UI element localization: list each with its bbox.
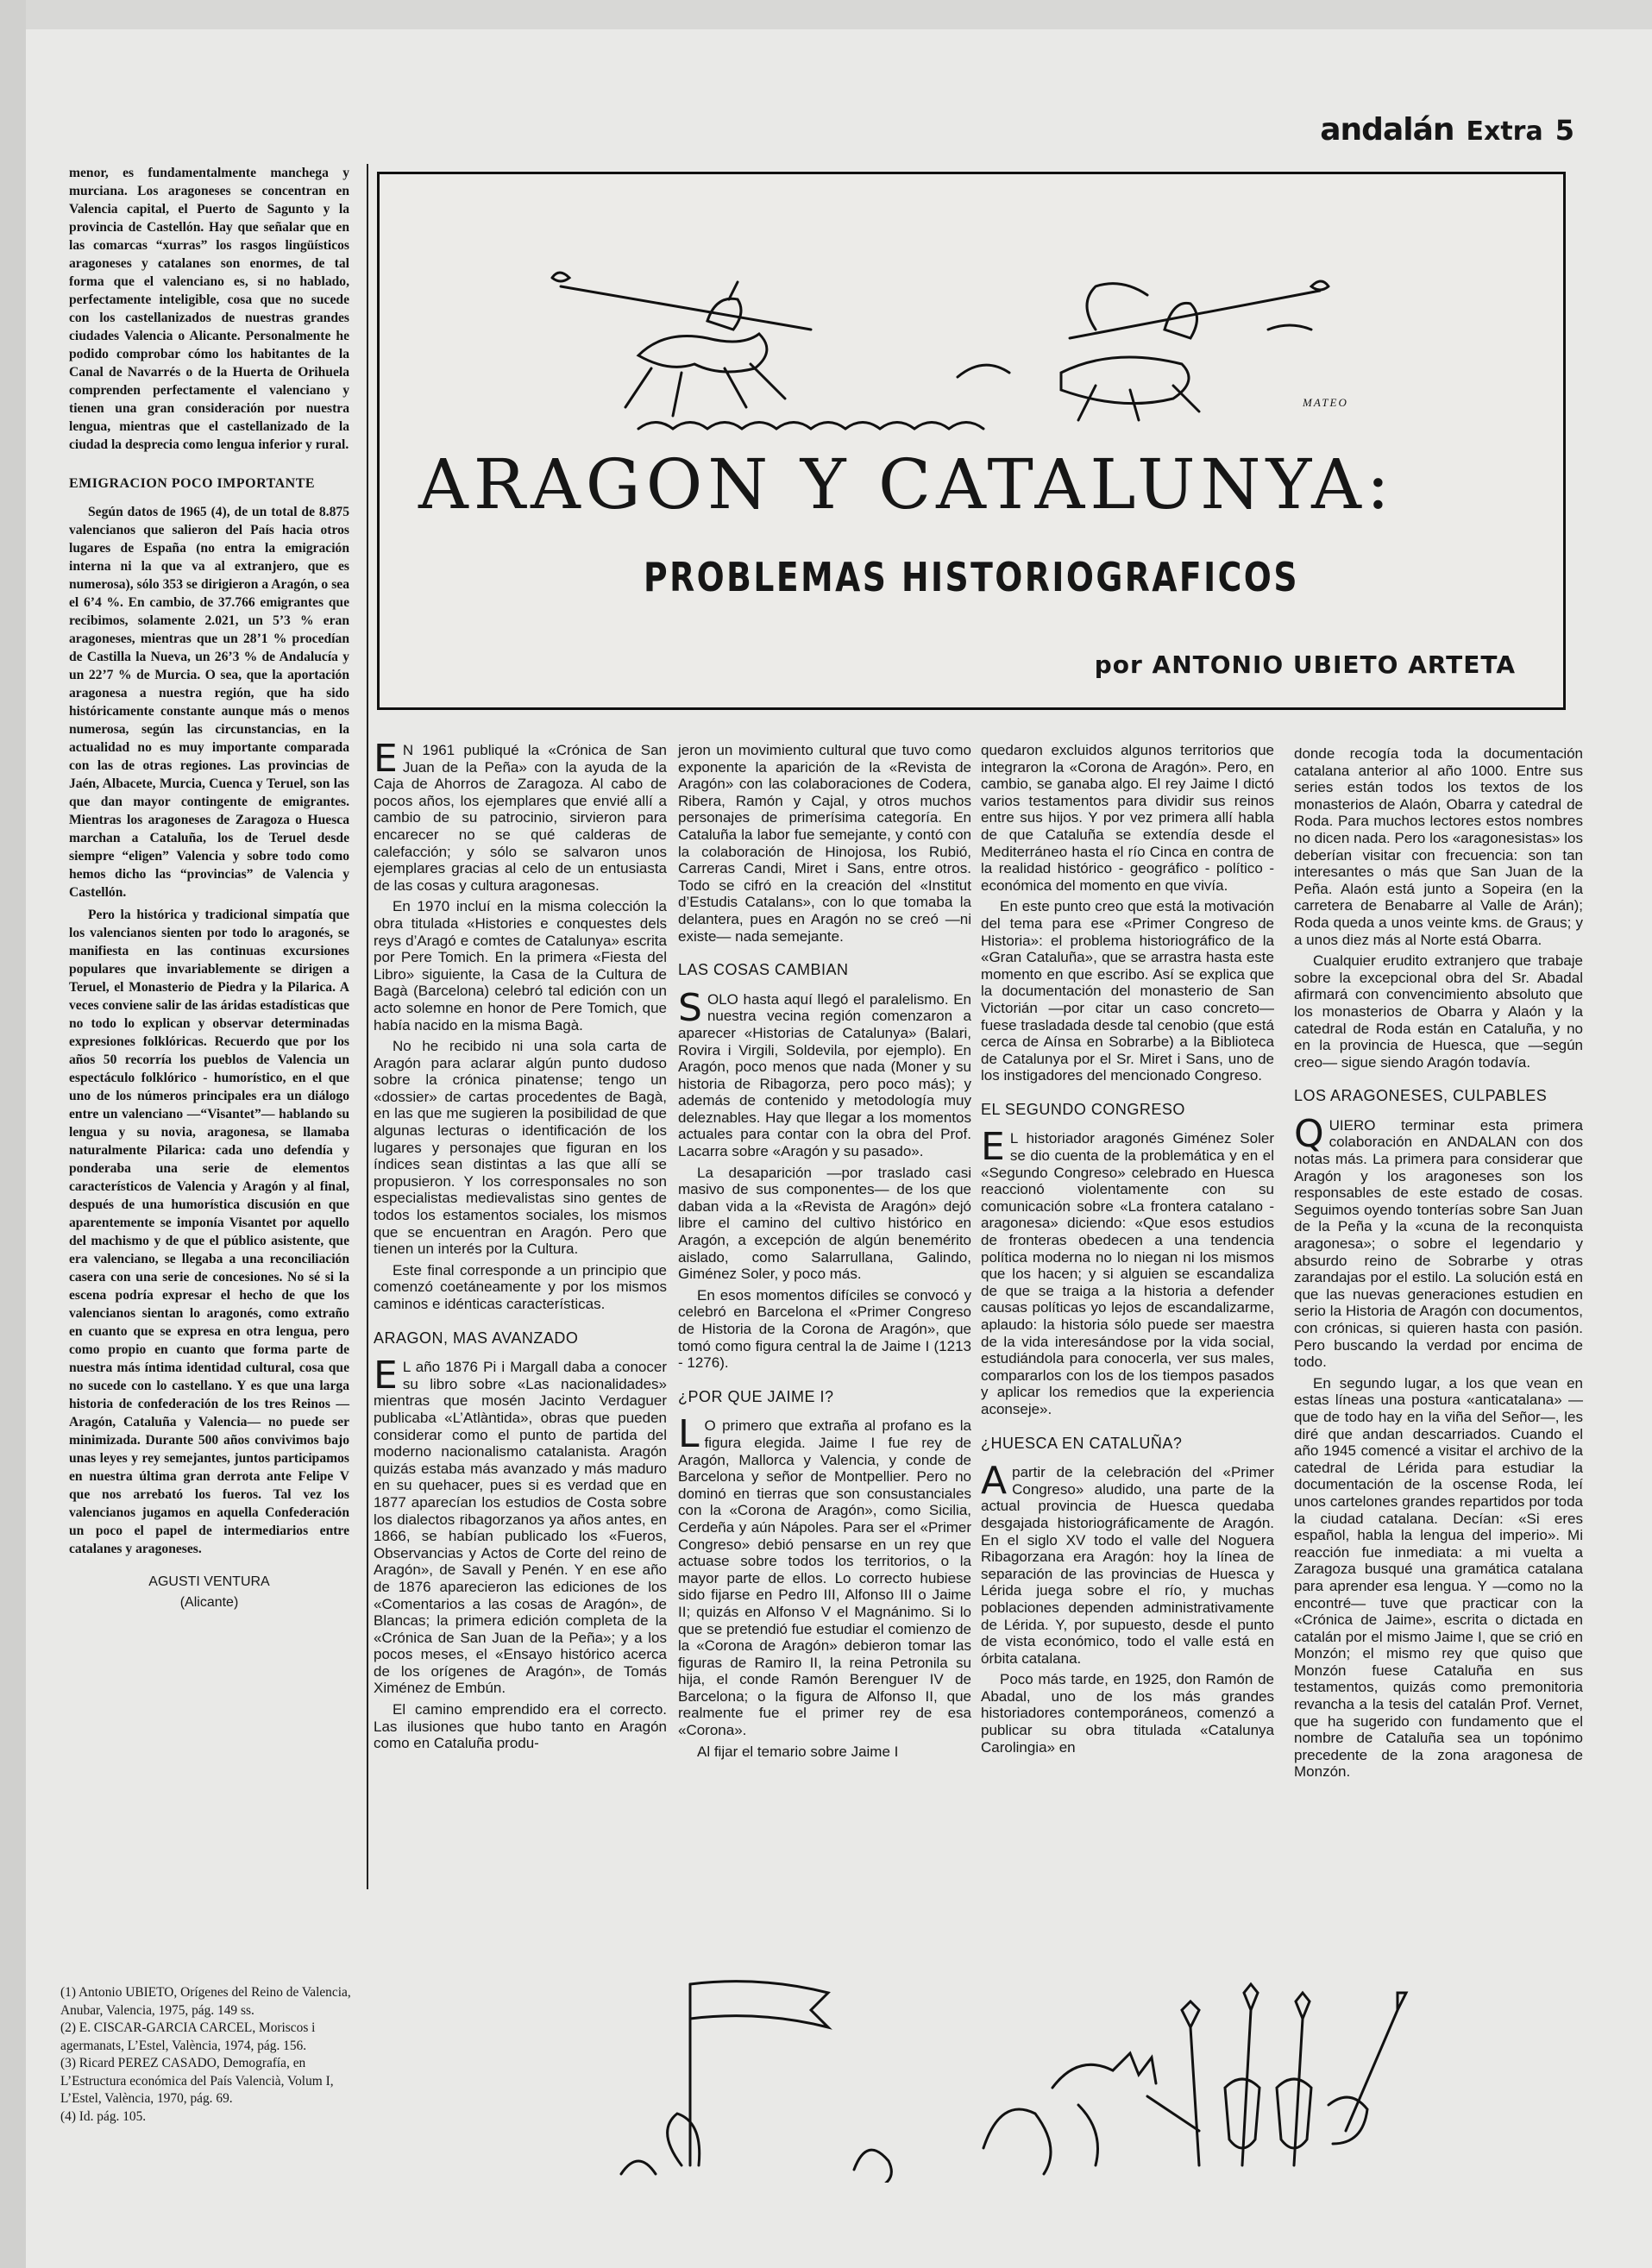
- section-heading: EL SEGUNDO CONGRESO: [981, 1100, 1185, 1118]
- footnotes: [60, 1984, 358, 2126]
- article-paragraph: El camino emprendido era el correcto. Las ilusiones que hubo tanto en Aragón como en Cataluña produ-: [374, 1701, 667, 1752]
- masthead: andalán: [1320, 112, 1454, 148]
- article-paragraph: quedaron excluidos algunos territorios que integraron la «Corona de Aragón». Pero, en cambio, se ganaba algo. El rey Jaime I dictó varios testamentos para dividir sus reinos entre sus hijos. Y por vez primera allí habla de que Cataluña se extendía desde el Mediterráneo hasta el río Cinca en contra de la realidad histórico - geográfico - político - económica del momento en que vivía.: [981, 742, 1274, 894]
- left-column: [69, 164, 349, 1613]
- section-heading: ¿HUESCA EN CATALUÑA?: [981, 1434, 1183, 1452]
- article-paragraph: Poco más tarde, en 1925, don Ramón de Abadal, uno de los más grandes historiadores contemporáneos, comenzó a publicar su obra titulada «Catalunya Carolingia» en: [981, 1671, 1274, 1756]
- article-paragraph: Este final corresponde a un principio que comenzó coetáneamente y por los mismos caminos e idénticas características.: [374, 1261, 667, 1312]
- paragraph-text: UIERO terminar esta primera colaboración en ANDALAN con dos notas más. La primera para considerar que Aragón y los aragoneses son los responsables de este estado de cosas. Seguimos oyendo tonterías sobre San Juan de la Peña y la «cuna de la reconquista aragonesa»; o sobre el legendario y absurdo reino de Sobrarbe y otras zarandajas por el estilo. La solución está en que las nuevas generaciones estudien en serio la Historia de Aragón con documentos, con crónicas, si quieren hasta con pasión. Pero buscando la verdad por encima de todo.: [1294, 1116, 1583, 1371]
- article-paragraph: Al fijar el temario sobre Jaime I: [697, 1743, 899, 1760]
- paragraph-text: N 1961 publiqué la «Crónica de San Juan de la Peña» con la ayuda de la Caja de Ahorros de Zaragoza. Al cabo de pocos años, los ejemplares que envié allí a cambio de su patrocinio, sirvieron para encarecer no se qué calderas de calefacción; y sólo se salvaron unos ejemplares gracias al celo de un entusiasta de las cosas y cultura aragonesas.: [374, 742, 667, 894]
- article-paragraph: [981, 1459, 1274, 1667]
- footnote: (2) E. CISCAR-GARCIA CARCEL, Moriscos i agermanats, L’Estel, València, 1974, pág. 156.: [60, 2020, 316, 2053]
- article-paragraph: En 1970 incluí en la misma colección la obra titulada «Histories e conquestes dels reys d’Aragó e comtes de Catalunya» escrita por Pere Tomich. En la primera «Fiesta del Libro» siguiente, la Casa de la Cultura de Bagà (Barcelona) celebró tal edición con un acto solemne en honor de Pere Tomich, que había nacido en la misma Bagà.: [374, 898, 667, 1033]
- section-heading: ARAGON, MAS AVANZADO: [374, 1329, 579, 1347]
- signature-name: AGUSTI VENTURA: [148, 1574, 270, 1589]
- article-paragraph: [678, 1412, 971, 1739]
- footnote: (4) Id. pág. 105.: [60, 2108, 147, 2124]
- article-title: ARAGON Y CATALUNYA:: [418, 444, 1395, 525]
- article-paragraph: [374, 1354, 667, 1697]
- section-label: Extra: [1466, 116, 1543, 147]
- article-column-2: [678, 742, 971, 1764]
- page-header: [1320, 112, 1574, 148]
- column-rule: [367, 164, 368, 1889]
- drop-cap: Q: [1294, 1111, 1324, 1156]
- left-paragraph: Pero la histórica y tradicional simpatía que los valencianos sienten por todo lo aragonés, se manifiesta en las continuas excursiones populares que invariablemente se dirigen a Teruel, el Monasterio de Piedra y la Pilarica. A veces conviene salir de las áridas estadísticas que no todo lo explican y observar determinadas expresiones folklóricas. Recuerdo que por los años 50 recorría los pueblos de Valencia un espectáculo folklórico - humorístico, en el que uno de los números principales era un diálogo entre un valenciano —“Visantet”— hablando su lengua y su novia, aragonesa, se llamaba naturalmente Pilarica: cada uno defendía y ponderaba una serie de elementos característicos de Valencia y Aragón y al final, después de una humorística discusión en que aparentemente se imponía Visantet por aquello del machismo y de que el público asistente, que era valenciano, se llegaba a una reconciliación casera con una serie de concesiones. No sé si la escena podría expresar el hecho de que los valencianos sientan lo aragonés, como extraño en cuanto que se expresa en otra lengua, pero como propio en cuanto que forma parte de nuestra más íntima identidad cultural, cosa que no sucede con lo castellano. Y es que una larga historia de confederación de los tres Reinos —Aragón, Cataluña y Valencia— no puede ser minimizada. Durante 500 años convivimos bajo unas leyes y rey semejantes, juntos participamos en nuestra última gran derrota ante Felipe V que nos arrebató los fueros. Tal vez los valencianos jugamos en aquella Confederación un poco el papel de intermediarios entre catalanes y aragoneses.: [69, 908, 349, 1556]
- section-heading: LAS COSAS CAMBIAN: [678, 961, 849, 979]
- page-edge-shadow: [0, 0, 26, 2268]
- drop-cap: S: [678, 985, 702, 1030]
- page-top-shadow: [0, 0, 1652, 29]
- paragraph-text: O primero que extraña al profano es la figura elegida. Jaime I fue rey de Aragón, Mallorca y Valencia, y conde de Barcelona y señor de Montpellier. Pero no dominó en tierras que son consustanciales con la «Corona de Aragón», como Sicilia, Cerdeña y aún Nápoles. Para ser el «Primer Congreso» debió pensarse en un rey que actuase sobre todos los territorios, o la mayor parte de ellos. Lo correcto hubiese sido fijarse en Pedro III, Alfonso III o Jaime II; quizás en Alfonso V el Magnánimo. Si lo que se pretendió fue estudiar el comienzo de la «Corona de Aragón» debieron tomar las figuras de Ramiro II, la reina Petronila su hija, el conde Ramón Berenguer IV de Barcelona; o la figura de Alfonso II, que realmente fue el primer rey de esa «Corona».: [678, 1417, 971, 1739]
- article-paragraph: donde recogía toda la documentación catalana anterior al año 1000. Entre sus series están todos los textos de los monasterios de Alaón, Obarra y catedral de Roda. Para muchos lectores estos nombres no dicen nada. Pero los «aragonesistas» los deberían visitar con frecuencia: son tan interesantes o más que San Juan de la Peña. Alaón está junto a Sopeira (en la carretera de Benabarre al Valle de Arán); Roda queda a unos veinte kms. de Graus; y a unos diez más al Norte está Obarra.: [1294, 745, 1583, 948]
- article-subtitle: PROBLEMAS HISTORIOGRAFICOS: [644, 554, 1299, 600]
- signature-place: (Alicante): [179, 1595, 239, 1610]
- article-paragraph: [678, 985, 971, 1160]
- footnote: (3) Ricard PEREZ CASADO, Demografía, en L’Estructura económica del País Valencià, Volum I, L’Estel, València, 1970, pág. 69.: [60, 2056, 334, 2106]
- cartoon-signature: MATEO: [1303, 396, 1348, 409]
- article-paragraph: En este punto creo que está la motivación del tema para ese «Primer Congreso de Historia»: el problema historiográfico de la «Gran Cataluña», que se arrastra hasta este momento en que escribo. Así se explica que la documentación del monasterio de San Victorián —por citar un caso concreto— fuese trasladada desde tal cenobio (que está cerca de Aínsa en Sobrarbe) a la Biblioteca de Catalunya por el Sr. Miret i Sans, uno de los instigadores del mencionado Congreso.: [981, 898, 1274, 1084]
- section-heading: ¿POR QUE JAIME I?: [678, 1387, 834, 1405]
- paragraph-text: OLO hasta aquí llegó el paralelismo. En nuestra vecina región comenzaron a aparecer «Historias de Catalunya» (Balari, Rovira i Virgili, Soldevila, por ejemplo). En Aragón, poco menos que nada (Moner y su historia de Ribagorza, pero poco más); y además de contenido y metodología muy deleznables. Hay que llegar a los momentos actuales para contar con la obra del Prof. Lacarra sobre «Aragón y su pasado».: [678, 990, 971, 1160]
- article-column-1: [374, 737, 667, 1756]
- article-paragraph: [374, 737, 667, 894]
- article-paragraph: No he recibido ni una sola carta de Aragón para aclarar algún punto dudoso sobre la crónica pinatense; tengo un «dossier» de cartas procedentes de Bagà, en las que me sugieren la posibilidad de que algunas lecturas o identificación de los lugares y personajes que figuran en los índices sean distintas a las que allí se propusieron. Y los corresponsales no son especialistas medievalistas sino gentes de todos los estamentos sociales, los mismos que se encuentran en Aragón. Pero que tienen un interés por la Cultura.: [374, 1038, 667, 1258]
- article-paragraph: En esos momentos difíciles se convocó y celebró en Barcelona el «Primer Congreso de Historia de la Corona de Aragón», que tomó como figura central la de Jaime I (1213 - 1276).: [678, 1286, 971, 1372]
- article-paragraph: jeron un movimiento cultural que tuvo como exponente la aparición de la «Revista de Aragón» con las colaboraciones de Codera, Ribera, Ramón y Cajal, y otros muchos personajes de primerísima categoría. En Cataluña la labor fue semejante, y contó con la colaboración de Hinojosa, los Rubió, Carreras Candi, Miret i Sans, entre otros. Todo se cifró en la creación del «Institut d’Estudis Catalans», con lo que tomaba la delantera, pues en Aragón no se creó —ni existe— nada semejante.: [678, 742, 971, 945]
- page-number: 5: [1555, 114, 1574, 147]
- intro-paragraph: menor, es fundamentalmente manchega y murciana. Los aragoneses se concentran en Valencia capital, el Puerto de Sagunto y la provincia de Castellón. Hay que señalar que en las comarcas “xurras” los rasgos lingüísticos aragoneses y catalanes son enormes, de tal forma que el valenciano es, si no hablado, perfectamente inteligible, cosa que no sucede con los castellanizados de nuestras grandes ciudades Valencia o Alicante. Personalmente he podido comprobar cómo los habitantes de la Canal de Navarrés o de la Huerta de Orihuela comprenden perfectamente el valenciano y tienen una gran consideración por nuestra lengua, mientras que el castellanizado de la ciudad la desprecia como lengua inferior y rural.: [69, 166, 349, 452]
- article-paragraph: [1294, 1111, 1583, 1371]
- left-heading: EMIGRACION POCO IMPORTANTE: [69, 476, 316, 491]
- drop-cap: E: [981, 1125, 1005, 1170]
- left-paragraph: Según datos de 1965 (4), de un total de 8.875 valencianos que salieron del País hacia otros lugares de España (no entra la emigración interna ni la que va al extranjero, que es numerosa), sólo 353 se dirigieron a Aragón, o sea el 6’4 %. En cambio, de 37.766 emigrantes que recibimos, solamente 2.021, un 5’3 % eran aragoneses, mientras que un 28’1 % procedían de Castilla la Nueva, un 26’3 % de Andalucía y un 22’7 % de Murcia. O sea, que la aportación aragonesa a nuestra región, que ha sido históricamente constante aunque más o menos numerosa, según las circunstancias, en la actualidad no es muy importante comparada con las de otras regiones. Las provincias de Jaén, Albacete, Murcia, Cuenca y Teruel, son las que dan mayor contingente de emigrantes. Mientras los aragoneses de Zaragoza o Huesca marchan a Cataluña, los de Teruel desde siempre “eligen” Valencia y sobre todo como hemos dicho las “provincias” de Valencia y Castellón.: [69, 505, 349, 900]
- signature: [69, 1572, 349, 1613]
- article-column-4: [1294, 745, 1583, 1785]
- footnote: (1) Antonio UBIETO, Orígenes del Reino de Valencia, Anubar, Valencia, 1975, pág. 149 ss.: [60, 1985, 351, 2018]
- article-byline: por ANTONIO UBIETO ARTETA: [1094, 650, 1516, 679]
- article-paragraph: Cualquier erudito extranjero que trabaje sobre la excepcional obra del Sr. Abadal afirmará con convencimiento absoluto que los monasterios de Obarra y Alaón y la catedral de Roda están en Cataluña, y no en la provincia de Huesca, que —según creo— sigue siendo Aragón todavía.: [1294, 952, 1583, 1071]
- paragraph-text: partir de la celebración del «Primer Congreso» aludido, una parte de la actual provincia de Huesca quedaba desgajada historiográficamente de Aragón. En el siglo XV todo el valle del Noguera Ribagorzana era Aragón: hoy la línea de separación de las provincias de Huesca y Lérida juega sobre el río, y muchas poblaciones dependen administrativamente de Lérida. Y, por supuesto, desde el punto de vista económico, todo el valle está en órbita catalana.: [981, 1464, 1274, 1667]
- drop-cap: L: [678, 1412, 700, 1457]
- title-box: [377, 172, 1566, 710]
- article-paragraph: [981, 1125, 1274, 1417]
- drop-cap: E: [374, 737, 398, 781]
- drop-cap: A: [981, 1459, 1008, 1504]
- drop-cap: E: [374, 1354, 398, 1398]
- knights-cartoon: [509, 226, 1372, 442]
- section-heading: LOS ARAGONESES, CULPABLES: [1294, 1087, 1548, 1105]
- paragraph-text: L historiador aragonés Giménez Soler se dio cuenta de la problemática y en el «Segundo Congreso» celebrado en Huesca reaccionó violentamente con su comunicación sobre «La frontera catalano - aragonesa» diciendo: «Que esos estudios de fronteras obedecen a una tendencia política moderna no lo niegan ni los mismos que los hacen; y si alguien se escandaliza de que se traiga a la historia a defender causas políticas yo lejos de escandalizarme, aplaudo: la historia sólo puede ser maestra de la vida interesándose por la vida social, estudiándola para conocerla, ver sus males, compararlos con los de los tiempos pasados y aplicar los remedios que la experiencia aconseje».: [981, 1130, 1274, 1417]
- article-column-3: [981, 742, 1274, 1760]
- paragraph-text: L año 1876 Pi i Margall daba a conocer su libro sobre «Las nacionalidades» mientras que mosén Jacinto Verdaguer publicaba «L’Atlàntida», obras que pueden considerar como el punto de partida del moderno nacionalismo catalanista. Aragón quizás estaba más avanzado y más maduro en su quehacer, pues si es verdad que en 1877 aparecían los estudios de Costa sobre los dialectos ribagorzanos ya años antes, en 1866, se habían publicado los «Fueros, Observancias y Actos de Corte del reino de Aragón», de Savall y Penén. Y en ese año de 1876 aparecieron las ediciones de los «Comentarios a las cosas de Aragón», de Blancas; la primera edición completa de la «Crónica de San Juan de la Peña»; y a los pocos meses, el «Ensayo histórico acerca de los orígenes de Aragón», de Tomás Ximénez de Embún.: [374, 1359, 667, 1697]
- procession-cartoon: [569, 1958, 1432, 2183]
- article-paragraph: La desaparición —por traslado casi masivo de sus componentes— de los que daban vida a la «Revista de Aragón» dejó libre el camino del cultivo histórico en Aragón, a excepción de algún benemérito aislado, como Salarrullana, Galindo, Giménez Soler, y poco más.: [678, 1164, 971, 1283]
- article-paragraph: En segundo lugar, a los que vean en estas líneas una postura «anticatalana» —que de todo hay en la viña del Señor—, les diré que andan descarriados. Cuando el año 1945 comencé a visitar el archivo de la catedral de Lérida para estudiar la documentación de la oscense Roda, leí unos cartelones grandes repartidos por toda la ciudad catalana. Decían: «Si eres español, habla la lengua del imperio». Mi reacción fue inmediata: a mi vuelta a Zaragoza busqué una gramática catalana para aprender esa lengua. Y —como no la encontré— tuve que practicar con la «Crónica de Jaime», escrita o dictada en catalán por el mismo Jaime I, que se crió en Monzón; el mismo rey que quiso que Monzón fuese Cataluña en sus testamentos, quizás como premonitoria revancha a la tesis del catalán Prof. Vernet, que ha sugerido con fundamento que el nombre de Cataluña sea un topónimo precedente de la zona aragonesa de Monzón.: [1294, 1374, 1583, 1781]
